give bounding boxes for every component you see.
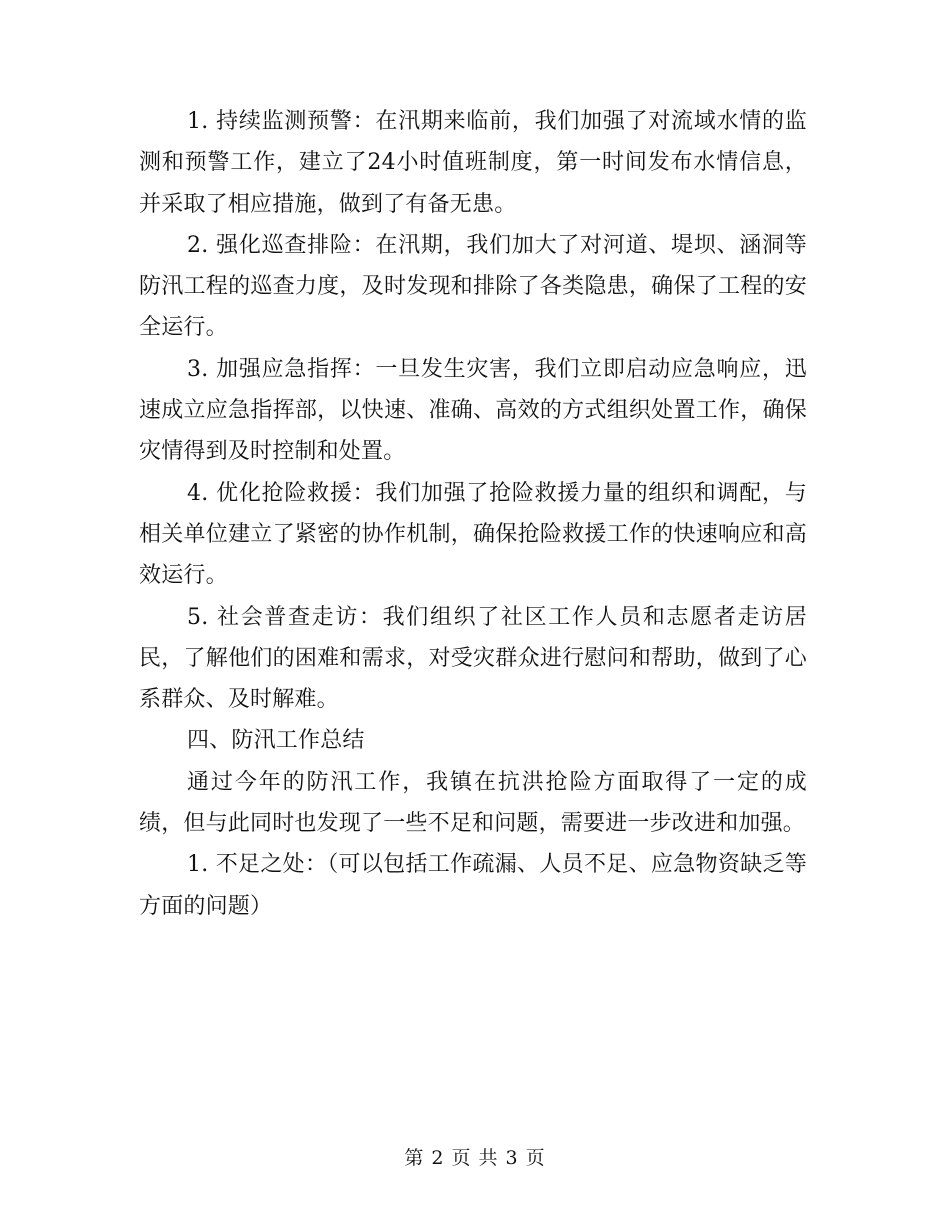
paragraph-monitoring-warning: 1. 持续监测预警：在汛期来临前，我们加强了对流域水情的监测和预警工作，建立了24小时值班制度，第一时间发布水情信息，并采取了相应措施，做到了有备无患。 — [139, 109, 807, 217]
section-heading: 四、防汛工作总结 — [187, 728, 365, 754]
paragraph-rescue-optimization: 4. 优化抢险救援：我们加强了抢险救援力量的组织和调配，与相关单位建立了紧密的协作机制，确保抢险救援工作的快速响应和高效运行。 — [139, 480, 807, 589]
document-body — [139, 101, 807, 927]
paragraph-patrol-inspection: 2. 强化巡查排险：在汛期，我们加大了对河道、堤坝、涵洞等防汛工程的巡查力度，及时发现和排除了各类隐患，确保了工程的安全运行。 — [139, 232, 807, 341]
paragraph-shortcomings: 1. 不足之处：（可以包括工作疏漏、人员不足、应急物资缺乏等方面的问题） — [139, 852, 807, 919]
paragraph-emergency-command: 3. 加强应急指挥：一旦发生灾害，我们立即启动应急响应，迅速成立应急指挥部，以快速、准确、高效的方式组织处置工作，确保灾情得到及时控制和处置。 — [139, 356, 807, 465]
paragraph-summary: 通过今年的防汛工作，我镇在抗洪抢险方面取得了一定的成绩，但与此同时也发现了一些不足和问题，需要进一步改进和加强。 — [139, 769, 807, 837]
page-number-footer: 第 2 页 共 3 页 — [404, 1147, 546, 1169]
paragraph-community-visit: 5. 社会普查走访：我们组织了社区工作人员和志愿者走访居民，了解他们的困难和需求，对受灾群众进行慰问和帮助，做到了心系群众、及时解难。 — [139, 604, 807, 713]
